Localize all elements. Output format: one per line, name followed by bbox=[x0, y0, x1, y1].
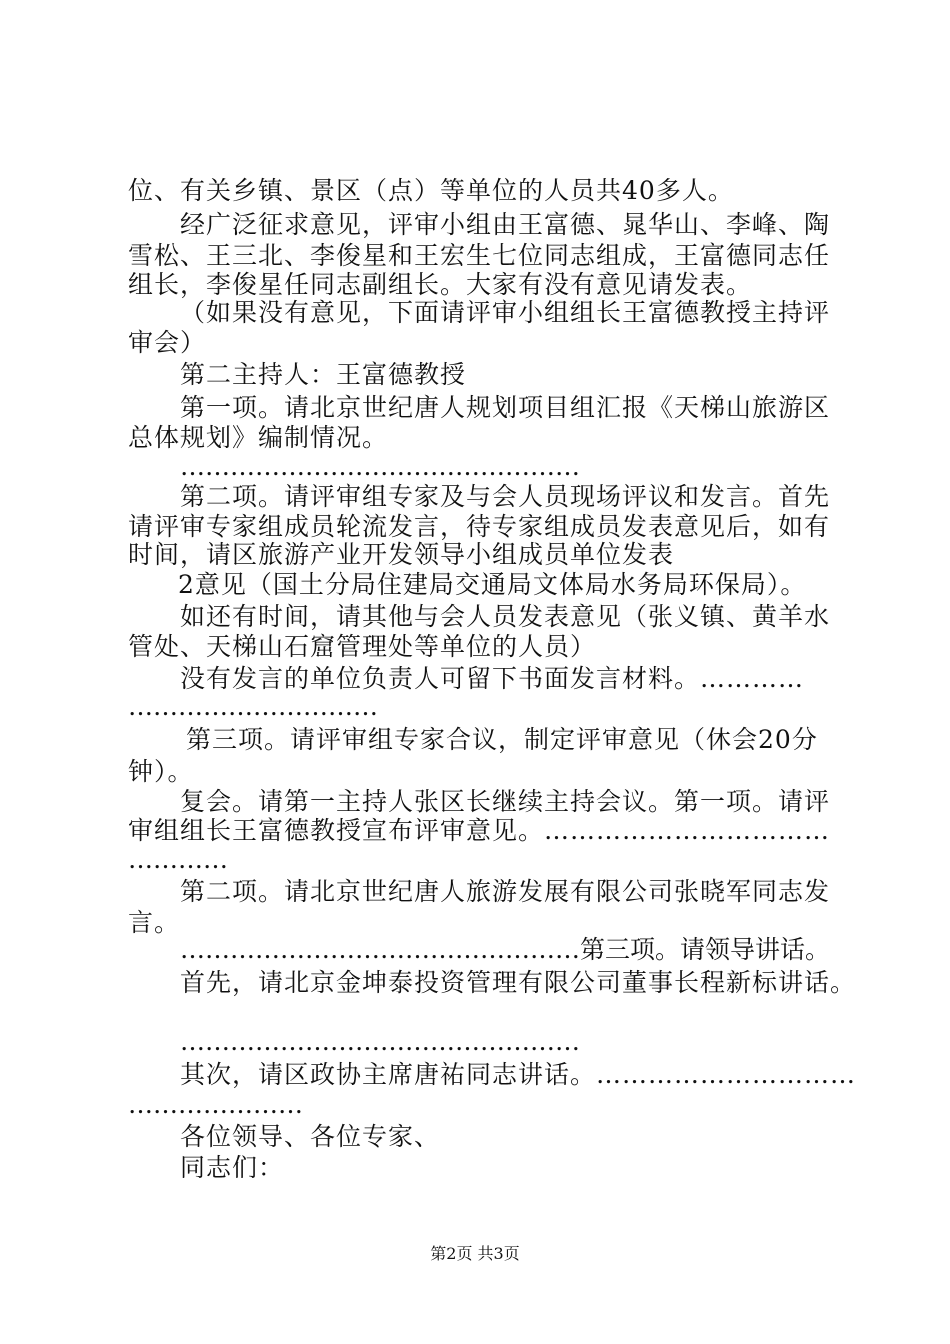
dot-leader-line: ………………………………………… bbox=[180, 452, 580, 481]
text-line: 管处、天梯山石窟管理处等单位的人员） bbox=[128, 632, 597, 661]
text-line: 总体规划》编制情况。 bbox=[128, 423, 389, 452]
text-line: 请评审专家组成员轮流发言，待专家组成员发表意见后，如有 bbox=[128, 512, 831, 541]
text-line: 位、有关乡镇、景区（点）等单位的人员共40多人。 bbox=[128, 176, 734, 205]
text-line: 审会） bbox=[128, 328, 207, 357]
text-line: 钟）。 bbox=[128, 757, 194, 786]
dot-leader-line: ………………………………………… bbox=[180, 1027, 580, 1056]
text-line: 第一项。请北京世纪唐人规划项目组汇报《天梯山旅游区 bbox=[180, 393, 831, 422]
text-line: 审组组长王富德教授宣布评审意见。…………………………… bbox=[128, 816, 831, 845]
text-line: 经广泛征求意见，评审小组由王富德、晁华山、李峰、陶 bbox=[180, 210, 831, 239]
text-line: （如果没有意见，下面请评审小组组长王富德教授主持评 bbox=[180, 298, 831, 327]
text-line: 同志们： bbox=[180, 1153, 285, 1182]
text-line: 没有发言的单位负责人可留下书面发言材料。………… bbox=[180, 664, 805, 693]
text-line: 第二项。请评审组专家及与会人员现场评议和发言。首先 bbox=[180, 482, 831, 511]
text-line: 雪松、王三北、李俊星和王宏生七位同志组成，王富德同志任 bbox=[128, 241, 831, 270]
text-line: 组长，李俊星任同志副组长。大家有没有意见请发表。 bbox=[128, 270, 753, 299]
dot-leader-line: ………… bbox=[128, 845, 228, 874]
text-line: 第二主持人：王富德教授 bbox=[180, 360, 467, 389]
text-line: 复会。请第一主持人张区长继续主持会议。第一项。请评 bbox=[180, 787, 831, 816]
text-line: 第三项。请评审组专家合议，制定评审意见（休会20分 bbox=[186, 725, 818, 754]
dot-leader-line: ………………… bbox=[128, 1090, 303, 1119]
text-line: 第二项。请北京世纪唐人旅游发展有限公司张晓军同志发 bbox=[180, 877, 831, 906]
page-number: 第2页 共3页 bbox=[430, 1244, 520, 1263]
text-line: 其次，请区政协主席唐祐同志讲话。………………………… bbox=[180, 1060, 857, 1089]
text-line: 2意见（国土分局住建局交通局文体局水务局环保局）。 bbox=[178, 570, 807, 599]
text-line: …………………………………………第三项。请领导讲话。 bbox=[180, 935, 831, 964]
text-line: 时间，请区旅游产业开发领导小组成员单位发表 bbox=[128, 540, 675, 569]
text-line: 首先，请北京金坤泰投资管理有限公司董事长程新标讲话。 bbox=[180, 968, 857, 997]
text-line: 如还有时间，请其他与会人员发表意见（张义镇、黄羊水 bbox=[180, 602, 831, 631]
dot-leader-line: ………………………… bbox=[128, 692, 378, 721]
text-line: 各位领导、各位专家、 bbox=[180, 1122, 441, 1151]
text-line: 言。 bbox=[128, 908, 181, 937]
